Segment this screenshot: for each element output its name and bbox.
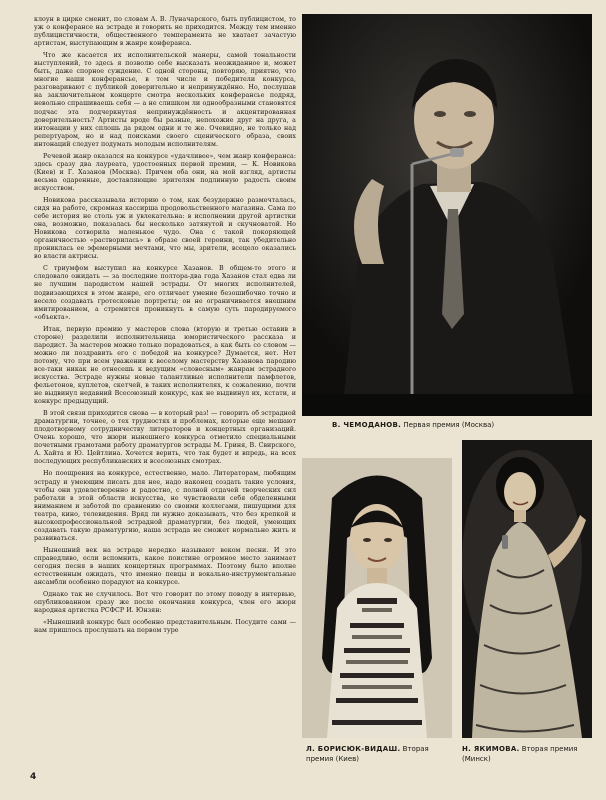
article-paragraph: клоун в цирке сменит, по словам А. В. Луначарского, быть публицистом, то уж о конферансе на эстраде и говорить не приходится. Между тем именно публицистичности, общественного темперамента не хватает зачастую артистам, выступающим в жанре конферанса. [34,16,296,48]
caption-chemodanov [332,420,592,430]
article-paragraph: Однако так не случилось. Вот что говорит по этому поводу в интервью, опубликованном сразу же после окончания конкурса, член его жюри народная артистка РСФСР И. Юнзян: [34,591,296,615]
article-paragraph: Нынешний век на эстраде нередко называют веком песни. И это справедливо, если вспомнить, какое поистине огромное место занимает сегодня песня в наших концертных программах. Поэтому было вполне естественным ожидать, что именно певцы и вокально-инструментальные ансамбли особенно порадуют на конкурсе. [34,546,296,587]
article-paragraph: Но поощрения на конкурсе, естественно, мало. Литераторам, любящим эстраду и умеющим писать для нее, надо наконец создать такие условия, чтобы они удовлетворенно и радостно, с полной отдачей творческих сил работали в этой области искусства, не чувствовали себя обделенными вниманием и заботой по сравнению со своими коллегами, пишущими для театра, кино, телевидения. Вряд ли нужно доказывать, что без крепкой и высокопрофессиональной эстрадной драматургии, без людей, умеющих создавать такую драматургию, наша эстрада не сможет нормально жить и развиваться. [34,470,296,542]
article-paragraph: В этой связи приходится снова — в который раз! — говорить об эстрадной драматургии, точнее, о тех трудностях и проблемах, которые еще мешают плодотворному сотрудничеству литераторов и концертных организаций. Очень хорошо, что жюри нынешнего конкурса отметило специальными почетными грамотами работу драматургов эстрады М. Гриня, В. Свирского, А. Хайта и Ю. Цейтлина. Хочется верить, что так будет и впредь, на всех последующих республиканских и всесоюзных смотрах. [34,410,296,466]
article-paragraph: «Нынешний конкурс был особенно представительным. Посудите сами — нам пришлось прослушать на первом туре [34,619,296,635]
article-paragraph: Что же касается их исполнительской манеры, самой тональности выступлений, то здесь я позволю себе высказать неожиданное и, может быть, даже спорное суждение. С одной стороны, повторяю, приятно, что многие наши конферансье, в том числе и победители конкурса, разговаривают с публикой доверительно и непринуждённо. Но, послушав на заключительном концерте смотра нескольких конферансье подряд, невольно спрашиваешь себя — а не слишком ли однообразными становятся подчас эта подчеркнутая непринуждённость и акцентированная доверительность? Артисты вроде бы разные, непохожие друг на друга, а интонации у них сплошь да рядом одни и те же. Очевидно, не только над репертуаром, но и над поисками своего сценического образа, своих интонаций следует подумать молодым исполнителям. [34,52,296,148]
article-paragraph: Речевой жанр оказался на конкурсе «удачливее», чем жанр конферанса: здесь сразу два лауреата, удостоенных первой премии, — К. Новикова (Киев) и Г. Хазанов (Москва). Причем оба они, на мой взгляд, артисты весьма одаренные, доставляющие зрителям подлинную радость своим искусством. [34,152,296,192]
page-number: 4 [30,772,37,782]
photo-yakimova [462,440,592,738]
photo-borisyuk-vidash [302,458,452,738]
caption-name: Л. БОРИСЮК-ВИДАШ. [306,745,401,753]
article-paragraph: Новикова рассказывала историю о том, как безудержно размечталась, сидя на работе, скромная кассирша продовольственного магазина. Сама по себе история не столь уж и увлекательна: в исполнении другой артистки она, возможно, показалась бы несколько затянутой и скучноватой. Но Новикова сотворила маленькое чудо. Она с такой покоряющей органичностью «растворилась» в образе своей героини, так убедительно прониклась ее эфемерными мечтами, что мы, зрители, всецело оказались во власти актрисы. [34,196,296,261]
caption-borisyuk-vidash [306,744,452,764]
caption-award: Первая премия (Москва) [403,421,495,429]
article-text-column [34,16,296,761]
caption-name: Н. ЯКИМОВА. [462,745,520,753]
performer-photo-illustration [302,14,592,416]
caption-award: Вторая премия (Киев) [306,745,429,763]
caption-yakimova [462,744,594,764]
performer-photo-illustration [462,440,592,738]
caption-award: Вторая премия (Минск) [462,745,578,763]
performer-photo-illustration [302,458,452,738]
caption-name: В. ЧЕМОДАНОВ. [332,421,402,429]
photo-chemodanov [302,14,592,416]
article-paragraph: Итак, первую премию у мастеров слова (вторую и третью оставив в стороне) разделили исполнительница юмористического рассказа и пародист. За мастеров можно только порадоваться, а как быть со словом — можно ли поздравить его с победой на конкурсе? Думается, нет. Нет потому, что при всем уважении к веселому мастерству Хазанова пародию все-таки никак не отнесешь к ведущим «словесным» жанрам эстрадного искусства. Эстраде нужны новые талантливые исполнители памфлетов, фельетонов, куплетов, скетчей, в таких исполнителях, к сожалению, почти не выдвинул недавний Всесоюзный конкурс, как не выдвинул их, кстати, и конкурс предыдущий. [34,325,296,406]
article-paragraph: С триумфом выступил на конкурсе Хазанов. В общем-то этого и следовало ожидать — за последние полтора-два года Хазанов стал едва ли не лучшим пародистом нашей эстрады. От многих исполнителей, подвизающихся в этом жанре, его отличает умение безошибочно точно и весело создавать гротесковые портреты; он не ограничивается внешним имитированием, а стремится проникнуть в самую суть пародируемого «объекта». [34,265,296,321]
